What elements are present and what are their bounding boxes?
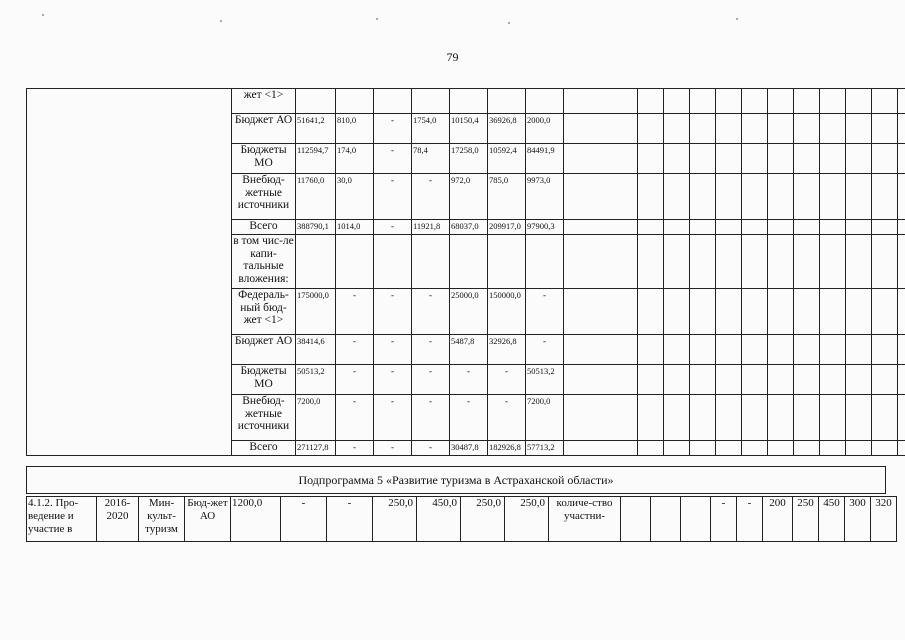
funding-value: 17258,0: [450, 144, 488, 174]
empty-cell: [846, 289, 872, 335]
empty-cell: [768, 220, 794, 235]
funding-value: -: [336, 441, 374, 456]
funding-value: 36926,8: [488, 114, 526, 144]
empty-cell: [564, 114, 638, 144]
funding-value: -: [374, 335, 412, 365]
empty-cell: [794, 174, 820, 220]
indicator-value: 250: [793, 497, 819, 542]
empty-cell: [664, 441, 690, 456]
scan-speck: [42, 14, 44, 16]
funding-value: -: [374, 289, 412, 335]
empty-cell: [638, 235, 664, 289]
empty-cell: [664, 335, 690, 365]
empty-cell: [638, 289, 664, 335]
empty-cell: [638, 174, 664, 220]
event-table: [26, 496, 897, 542]
empty-cell: [638, 114, 664, 144]
empty-cell: [794, 235, 820, 289]
empty-cell: [664, 395, 690, 441]
empty-cell: [872, 114, 898, 144]
funding-value: 150000,0: [488, 289, 526, 335]
empty-cell: [820, 395, 846, 441]
empty-cell: [846, 235, 872, 289]
empty-cell: [716, 89, 742, 114]
empty-cell: [846, 441, 872, 456]
indicator-value: [681, 497, 711, 542]
funding-value: -: [412, 365, 450, 395]
funding-value: -: [374, 395, 412, 441]
event-2017: 450,0: [417, 497, 461, 542]
funding-value: -: [336, 365, 374, 395]
empty-cell: [564, 289, 638, 335]
indicator-value: 320: [871, 497, 897, 542]
empty-cell: [742, 235, 768, 289]
empty-cell: [564, 335, 638, 365]
indicator-value: [651, 497, 681, 542]
empty-cell: [820, 289, 846, 335]
empty-cell: [690, 144, 716, 174]
event-name: 4.1.2. Про-ведение и участие в: [27, 497, 97, 542]
empty-cell: [846, 335, 872, 365]
event-period: 2016-2020: [97, 497, 139, 542]
empty-cell: [768, 235, 794, 289]
empty-cell: [564, 89, 638, 114]
funding-value: 50513,2: [296, 365, 336, 395]
empty-cell: [872, 335, 898, 365]
empty-cell: [768, 365, 794, 395]
empty-cell: [898, 220, 905, 235]
empty-cell: [898, 365, 905, 395]
funding-value: 2000,0: [526, 114, 564, 144]
empty-cell: [742, 335, 768, 365]
empty-cell: [564, 395, 638, 441]
funding-value: -: [412, 174, 450, 220]
empty-cell: [898, 441, 905, 456]
funding-source: Бюджеты МО: [232, 365, 296, 395]
empty-cell: [716, 235, 742, 289]
funding-source: Бюджет АО: [232, 335, 296, 365]
empty-cell: [564, 174, 638, 220]
empty-cell: [872, 174, 898, 220]
empty-cell: [716, 441, 742, 456]
empty-cell: [638, 441, 664, 456]
empty-cell: [742, 114, 768, 144]
empty-cell: [742, 220, 768, 235]
empty-cell: [794, 441, 820, 456]
empty-cell: [768, 144, 794, 174]
empty-cell: [794, 114, 820, 144]
funding-source: Внебюд-жетные источники: [232, 174, 296, 220]
empty-cell: [768, 441, 794, 456]
funding-value: -: [412, 289, 450, 335]
empty-cell: [872, 289, 898, 335]
empty-cell: [898, 289, 905, 335]
empty-cell: [794, 395, 820, 441]
empty-cell: [872, 395, 898, 441]
funding-value: 271127,8: [296, 441, 336, 456]
scan-speck: [376, 18, 378, 20]
empty-cell: [638, 395, 664, 441]
merged-left-cell: [27, 89, 232, 456]
empty-cell: [690, 365, 716, 395]
funding-value: 30487,8: [450, 441, 488, 456]
empty-cell: [716, 144, 742, 174]
funding-value: 25000,0: [450, 289, 488, 335]
funding-value: -: [374, 220, 412, 235]
empty-cell: [846, 114, 872, 144]
empty-cell: [872, 89, 898, 114]
empty-cell: [846, 395, 872, 441]
indicator-value: 200: [763, 497, 793, 542]
empty-cell: [664, 174, 690, 220]
indicator-value: -: [737, 497, 763, 542]
funding-value: -: [450, 395, 488, 441]
empty-cell: [794, 289, 820, 335]
empty-cell: [846, 89, 872, 114]
funding-value: 32926,8: [488, 335, 526, 365]
funding-table: [26, 88, 905, 456]
empty-cell: [664, 144, 690, 174]
funding-value: 182926,8: [488, 441, 526, 456]
scan-speck: [508, 22, 510, 24]
funding-value: [488, 89, 526, 114]
funding-value: -: [336, 335, 374, 365]
empty-cell: [898, 235, 905, 289]
empty-cell: [716, 289, 742, 335]
empty-cell: [898, 89, 905, 114]
empty-cell: [794, 365, 820, 395]
funding-value: 78,4: [412, 144, 450, 174]
funding-value: 112594,7: [296, 144, 336, 174]
funding-value: -: [526, 335, 564, 365]
empty-cell: [664, 220, 690, 235]
empty-cell: [690, 174, 716, 220]
funding-value: 11921,8: [412, 220, 450, 235]
empty-cell: [716, 365, 742, 395]
empty-cell: [846, 174, 872, 220]
empty-cell: [564, 235, 638, 289]
funding-value: -: [374, 441, 412, 456]
empty-cell: [690, 114, 716, 144]
page-number: 79: [446, 50, 459, 64]
funding-source: Федераль-ный бюд-жет <1>: [232, 289, 296, 335]
funding-value: 38414,6: [296, 335, 336, 365]
event-source: Бюд-жет АО: [185, 497, 231, 542]
funding-value: 5487,8: [450, 335, 488, 365]
funding-value: -: [336, 395, 374, 441]
event-2015: -: [327, 497, 373, 542]
empty-cell: [664, 289, 690, 335]
funding-value: 68037,0: [450, 220, 488, 235]
event-executor: Мин-культ-туризм: [139, 497, 185, 542]
empty-cell: [898, 114, 905, 144]
funding-source: Бюджеты МО: [232, 144, 296, 174]
event-2014: -: [281, 497, 327, 542]
empty-cell: [820, 220, 846, 235]
empty-cell: [768, 395, 794, 441]
empty-cell: [690, 335, 716, 365]
funding-value: 1754,0: [412, 114, 450, 144]
empty-cell: [820, 441, 846, 456]
empty-cell: [690, 89, 716, 114]
empty-cell: [638, 365, 664, 395]
empty-cell: [742, 365, 768, 395]
empty-cell: [564, 441, 638, 456]
empty-cell: [690, 220, 716, 235]
funding-value: -: [336, 289, 374, 335]
empty-cell: [768, 114, 794, 144]
empty-cell: [872, 235, 898, 289]
empty-cell: [742, 395, 768, 441]
indicator-value: 450: [819, 497, 845, 542]
indicator-value: 300: [845, 497, 871, 542]
empty-cell: [716, 395, 742, 441]
funding-source: Всего: [232, 441, 296, 456]
funding-value: 810,0: [336, 114, 374, 144]
indicator-value: [621, 497, 651, 542]
funding-value: [336, 235, 374, 289]
empty-cell: [846, 144, 872, 174]
empty-cell: [898, 335, 905, 365]
funding-value: [488, 235, 526, 289]
funding-source: Внебюд-жетные источники: [232, 395, 296, 441]
funding-value: 9973,0: [526, 174, 564, 220]
funding-value: 388790,1: [296, 220, 336, 235]
empty-cell: [820, 114, 846, 144]
empty-cell: [564, 365, 638, 395]
empty-cell: [872, 220, 898, 235]
empty-cell: [846, 220, 872, 235]
empty-cell: [768, 174, 794, 220]
empty-cell: [690, 395, 716, 441]
empty-cell: [898, 144, 905, 174]
empty-cell: [820, 89, 846, 114]
empty-cell: [898, 395, 905, 441]
funding-value: [526, 89, 564, 114]
funding-value: 97900,3: [526, 220, 564, 235]
empty-cell: [820, 335, 846, 365]
funding-value: 10150,4: [450, 114, 488, 144]
empty-cell: [638, 335, 664, 365]
funding-value: [374, 235, 412, 289]
empty-cell: [742, 144, 768, 174]
funding-source: в том чис-ле капи-тальные вложения:: [232, 235, 296, 289]
funding-value: 30,0: [336, 174, 374, 220]
funding-value: 785,0: [488, 174, 526, 220]
empty-cell: [564, 144, 638, 174]
funding-source: Бюджет АО: [232, 114, 296, 144]
empty-cell: [742, 174, 768, 220]
funding-row: [27, 89, 905, 114]
event-2018: 250,0: [461, 497, 505, 542]
funding-value: 7200,0: [296, 395, 336, 441]
empty-cell: [742, 289, 768, 335]
empty-cell: [638, 220, 664, 235]
funding-value: -: [526, 289, 564, 335]
empty-cell: [716, 220, 742, 235]
empty-cell: [690, 289, 716, 335]
funding-value: -: [374, 144, 412, 174]
event-2019: 250,0: [505, 497, 549, 542]
funding-source: Всего: [232, 220, 296, 235]
funding-value: 174,0: [336, 144, 374, 174]
event-row: [27, 497, 897, 542]
empty-cell: [564, 220, 638, 235]
funding-value: 209917,0: [488, 220, 526, 235]
empty-cell: [742, 441, 768, 456]
empty-cell: [690, 441, 716, 456]
funding-value: 50513,2: [526, 365, 564, 395]
funding-value: [450, 235, 488, 289]
funding-value: -: [488, 395, 526, 441]
funding-value: -: [412, 441, 450, 456]
empty-cell: [872, 441, 898, 456]
funding-value: 11760,0: [296, 174, 336, 220]
funding-value: [412, 235, 450, 289]
subprogram-table: [26, 466, 886, 494]
subprogram-title: Подпрограмма 5 «Развитие туризма в Астраханской области»: [27, 467, 886, 494]
funding-value: [296, 89, 336, 114]
funding-value: -: [374, 365, 412, 395]
empty-cell: [872, 365, 898, 395]
event-indicator: количе-ство участни-: [549, 497, 621, 542]
event-total: 1200,0: [231, 497, 281, 542]
funding-value: -: [412, 395, 450, 441]
empty-cell: [820, 235, 846, 289]
indicator-value: -: [711, 497, 737, 542]
empty-cell: [768, 335, 794, 365]
funding-value: -: [412, 335, 450, 365]
empty-cell: [664, 89, 690, 114]
funding-value: 57713,2: [526, 441, 564, 456]
funding-value: 7200,0: [526, 395, 564, 441]
funding-value: -: [450, 365, 488, 395]
empty-cell: [716, 114, 742, 144]
empty-cell: [664, 235, 690, 289]
empty-cell: [742, 89, 768, 114]
empty-cell: [768, 89, 794, 114]
empty-cell: [664, 365, 690, 395]
funding-value: [336, 89, 374, 114]
empty-cell: [768, 289, 794, 335]
funding-value: [374, 89, 412, 114]
empty-cell: [846, 365, 872, 395]
funding-value: [412, 89, 450, 114]
empty-cell: [794, 89, 820, 114]
funding-value: 175000,0: [296, 289, 336, 335]
empty-cell: [872, 144, 898, 174]
funding-source: жет <1>: [232, 89, 296, 114]
funding-value: 10592,4: [488, 144, 526, 174]
empty-cell: [820, 365, 846, 395]
scan-speck: [736, 18, 738, 20]
empty-cell: [898, 174, 905, 220]
funding-value: [296, 235, 336, 289]
empty-cell: [794, 220, 820, 235]
empty-cell: [638, 89, 664, 114]
empty-cell: [820, 174, 846, 220]
empty-cell: [794, 144, 820, 174]
empty-cell: [664, 114, 690, 144]
funding-value: -: [488, 365, 526, 395]
funding-value: [526, 235, 564, 289]
funding-value: 51641,2: [296, 114, 336, 144]
empty-cell: [820, 144, 846, 174]
empty-cell: [638, 144, 664, 174]
empty-cell: [716, 174, 742, 220]
empty-cell: [794, 335, 820, 365]
funding-value: -: [374, 174, 412, 220]
funding-value: [450, 89, 488, 114]
funding-value: 972,0: [450, 174, 488, 220]
funding-value: -: [374, 114, 412, 144]
empty-cell: [716, 335, 742, 365]
funding-value: 1014,0: [336, 220, 374, 235]
scan-speck: [220, 20, 222, 22]
event-2016: 250,0: [373, 497, 417, 542]
empty-cell: [690, 235, 716, 289]
funding-value: 84491,9: [526, 144, 564, 174]
